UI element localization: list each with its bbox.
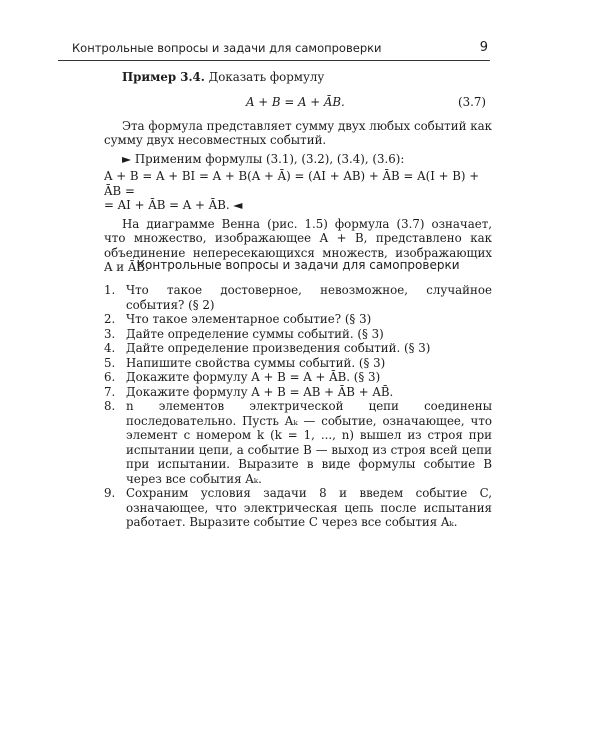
list-item (104, 370, 492, 385)
venn-paragraph: На диаграмме Венна (рис. 1.5) формула (3.7) означает, что множество, изображающее A + B, представлено как объединение непересекающихся множеств, изображающих A и ĀB. (104, 216, 492, 274)
item-number: 9. (104, 486, 116, 500)
item-number: 4. (104, 341, 116, 355)
page-header (58, 38, 490, 61)
list-item (104, 399, 492, 486)
example-block (104, 70, 492, 275)
item-text: Дайте определение произведения событий. (§ 3) (126, 341, 431, 355)
item-number: 1. (104, 283, 116, 297)
item-number: 5. (104, 355, 116, 370)
item-text: Сохраним условия задачи 8 и введем событие C, означающее, что электрическая цепь после испытания работает. Выразите событие C через все события Aₖ. (126, 486, 492, 529)
item-number: 8. (104, 399, 116, 413)
formula: A + B = A + ĀB. (246, 94, 345, 109)
list-item (104, 486, 492, 530)
item-number: 3. (104, 326, 116, 341)
page-number: 9 (479, 40, 488, 55)
list-item (104, 327, 492, 342)
proof-line-2: = AI + ĀB = A + ĀB. ◄ (104, 198, 243, 212)
list-item (104, 341, 492, 356)
item-text: Дайте определение суммы событий. (§ 3) (126, 326, 384, 341)
item-number: 7. (104, 384, 116, 399)
list-item (104, 356, 492, 371)
item-text: Напишите свойства суммы событий. (§ 3) (126, 355, 386, 370)
formula-number: (3.7) (458, 94, 486, 109)
example-text: Доказать формулу (208, 70, 325, 84)
item-text: Докажите формулу A + B = AB + ĀB + AB̄. (126, 384, 394, 399)
item-number: 2. (104, 312, 116, 326)
question-list (104, 283, 492, 530)
example-label: Пример 3.4. (122, 70, 205, 84)
list-item (104, 385, 492, 400)
running-title: Контрольные вопросы и задачи для самопроверки (72, 41, 382, 55)
section-heading: Контрольные вопросы и задачи для самопроверки (136, 258, 460, 272)
list-item (104, 283, 492, 312)
example-heading (104, 70, 492, 85)
proof-intro: ► Применим формулы (3.1), (3.2), (3.4), (3.6): (122, 151, 405, 166)
item-text: Докажите формулу A + B = A + ĀB. (§ 3) (126, 370, 381, 384)
proof-line-1: A + B = A + BI = A + B(A + Ā) = (AI + AB) + ĀB = A(I + B) + ĀB = (104, 169, 480, 198)
item-text: Что такое элементарное событие? (§ 3) (126, 312, 372, 326)
formula-row (104, 95, 492, 111)
item-number: 6. (104, 370, 116, 384)
item-text: Что такое достоверное, невозможное, случайное события? (§ 2) (126, 283, 492, 312)
item-text: n элементов электрической цепи соединены последовательно. Пусть Aₖ — событие, означающее, что элемент с номером k (k = 1, ..., n) вышел из строя при испытании цепи, а событие B — выход из строя всей цепи при испытании. Выразите в виде формулы событие B через все события Aₖ. (126, 399, 492, 486)
formula-description: Эта формула представляет сумму двух любых событий как сумму двух несовместных событий. (104, 118, 492, 147)
list-item (104, 312, 492, 327)
